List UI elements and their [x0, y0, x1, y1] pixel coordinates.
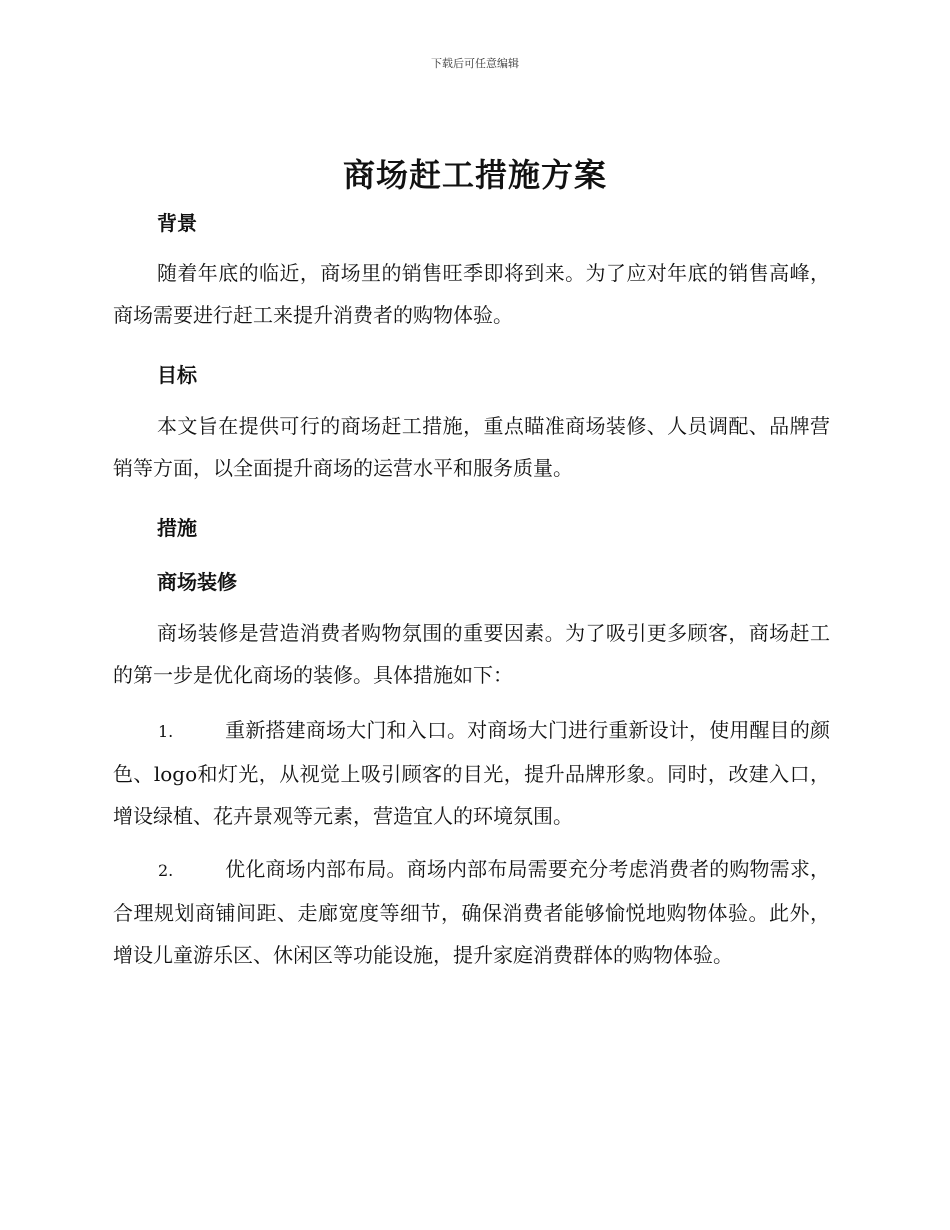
document-title: 商场赶工措施方案: [342, 156, 607, 194]
heading-goal: 目标: [157, 363, 197, 387]
list-number: 1.: [158, 722, 174, 741]
list-item-2: [113, 848, 830, 976]
heading-renovation: 商场装修: [157, 570, 237, 594]
paragraph-goal: 本文旨在提供可行的商场赶工措施，重点瞄准商场装修、人员调配、品牌营销等方面，以全面提升商场的运营水平和服务质量。: [113, 414, 830, 480]
list-item-text: 重新搭建商场大门和入口。对商场大门进行重新设计，使用醒目的颜色、logo和灯光，从视觉上吸引顾客的目光，提升品牌形象。同时，改建入口，增设绿植、花卉景观等元素，营造宜人的环境氛围。: [113, 718, 830, 828]
list-number: 2.: [158, 861, 174, 880]
header-note: 下载后可任意编辑: [431, 57, 519, 70]
paragraph-renovation: 商场装修是营造消费者购物氛围的重要因素。为了吸引更多顾客，商场赶工的第一步是优化商场的装修。具体措施如下：: [113, 621, 830, 687]
heading-measures: 措施: [157, 516, 197, 540]
list-item-1: [113, 709, 830, 837]
list-item-text: 优化商场内部布局。商场内部布局需要充分考虑消费者的购物需求，合理规划商铺间距、走廊宽度等细节，确保消费者能够愉悦地购物体验。此外，增设儿童游乐区、休闲区等功能设施，提升家庭消费群体的购物体验。: [113, 857, 830, 967]
heading-background: 背景: [157, 211, 197, 235]
paragraph-background: 随着年底的临近，商场里的销售旺季即将到来。为了应对年底的销售高峰，商场需要进行赶工来提升消费者的购物体验。: [113, 261, 830, 327]
